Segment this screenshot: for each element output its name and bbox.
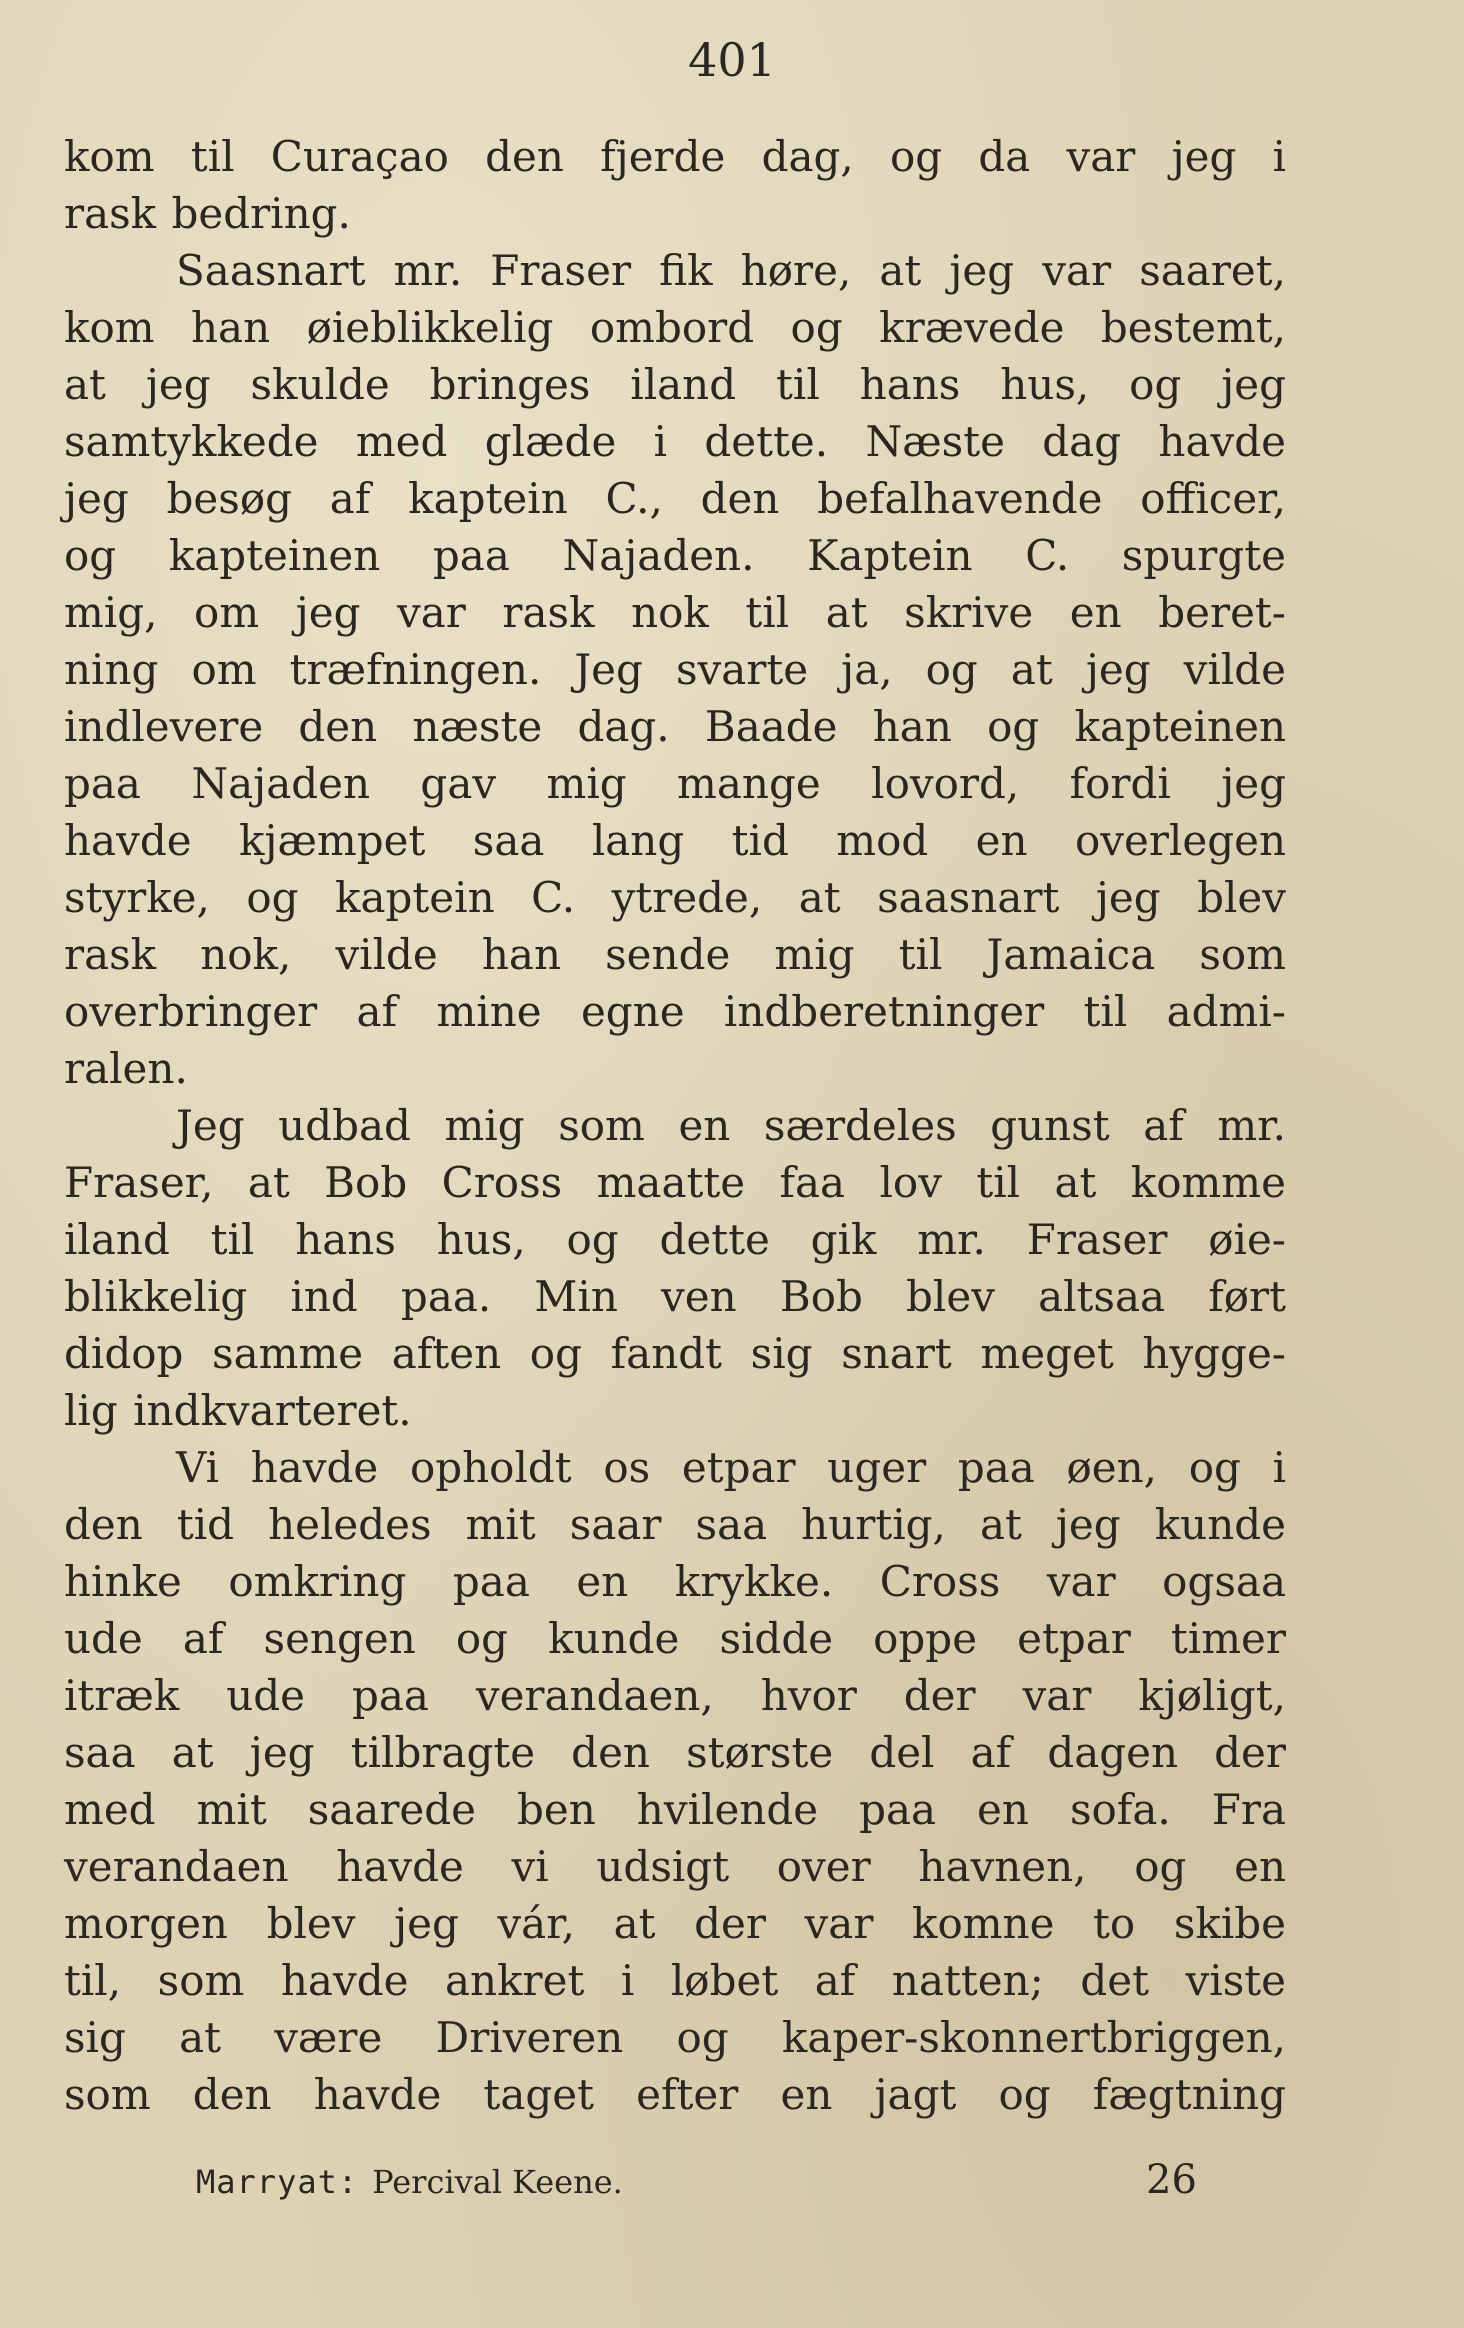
text-line: til, som havde ankret i løbet af natten; det viste (64, 1956, 1286, 2005)
text-line: saa at jeg tilbragte den største del af dagen der (64, 1728, 1286, 1777)
text-line: og kapteinen paa Najaden. Kaptein C. spurgte (64, 531, 1286, 580)
footer-title: Percival Keene. (372, 2163, 623, 2201)
text-line: ralen. (64, 1044, 188, 1093)
text-line: kom han øieblikkelig ombord og krævede bestemt, (64, 303, 1286, 352)
text-line: itræk ude paa verandaen, hvor der var kjøligt, (64, 1671, 1286, 1720)
text-line: den tid heledes mit saar saa hurtig, at jeg kunde (64, 1500, 1286, 1549)
text-line: Fraser, at Bob Cross maatte faa lov til at komme (64, 1158, 1286, 1207)
text-line: iland til hans hus, og dette gik mr. Fraser øie- (64, 1215, 1286, 1264)
text-line: som den havde taget efter en jagt og fægtning (64, 2070, 1286, 2119)
text-line: at jeg skulde bringes iland til hans hus, og jeg (64, 360, 1286, 409)
text-line: verandaen havde vi udsigt over havnen, og en (64, 1842, 1286, 1891)
text-line: Saasnart mr. Fraser fik høre, at jeg var saaret, (176, 246, 1286, 295)
body-text (64, 128, 1286, 2123)
footer-sheet-number: 26 (1146, 2157, 1197, 2203)
text-line: blikkelig ind paa. Min ven Bob blev altsaa ført (64, 1272, 1286, 1321)
text-line: kom til Curaçao den fjerde dag, og da var jeg i (64, 132, 1286, 181)
text-line: Jeg udbad mig som en særdeles gunst af mr. (176, 1101, 1286, 1150)
text-line: sig at være Driveren og kaper-skonnertbriggen, (64, 2013, 1286, 2062)
text-line: jeg besøg af kaptein C., den befalhavende officer, (64, 474, 1286, 523)
footer-author: Marryat: (196, 2163, 359, 2201)
page-number: 401 (688, 33, 776, 87)
text-line: havde kjæmpet saa lang tid mod en overlegen (64, 816, 1286, 865)
text-line: hinke omkring paa en krykke. Cross var ogsaa (64, 1557, 1286, 1606)
text-line: mig, om jeg var rask nok til at skrive en beret- (64, 588, 1286, 637)
text-line: rask bedring. (64, 189, 351, 238)
page-footer (0, 2152, 1464, 2212)
text-line: overbringer af mine egne indberetninger til admi- (64, 987, 1286, 1036)
text-line: samtykkede med glæde i dette. Næste dag havde (64, 417, 1286, 466)
text-line: didop samme aften og fandt sig snart meget hygge- (64, 1329, 1286, 1378)
text-line: lig indkvarteret. (64, 1386, 412, 1435)
text-line: med mit saarede ben hvilende paa en sofa. Fra (64, 1785, 1286, 1834)
text-line: paa Najaden gav mig mange lovord, fordi jeg (64, 759, 1286, 808)
text-line: styrke, og kaptein C. ytrede, at saasnart jeg blev (64, 873, 1286, 922)
text-line: Vi havde opholdt os etpar uger paa øen, og i (176, 1443, 1286, 1492)
text-line: morgen blev jeg vár, at der var komne to skibe (64, 1899, 1286, 1948)
text-line: ning om træfningen. Jeg svarte ja, og at jeg vilde (64, 645, 1286, 694)
text-line: rask nok, vilde han sende mig til Jamaica som (64, 930, 1286, 979)
text-line: indlevere den næste dag. Baade han og kapteinen (64, 702, 1286, 751)
footer-signature (196, 2160, 623, 2204)
text-line: ude af sengen og kunde sidde oppe etpar timer (64, 1614, 1286, 1663)
